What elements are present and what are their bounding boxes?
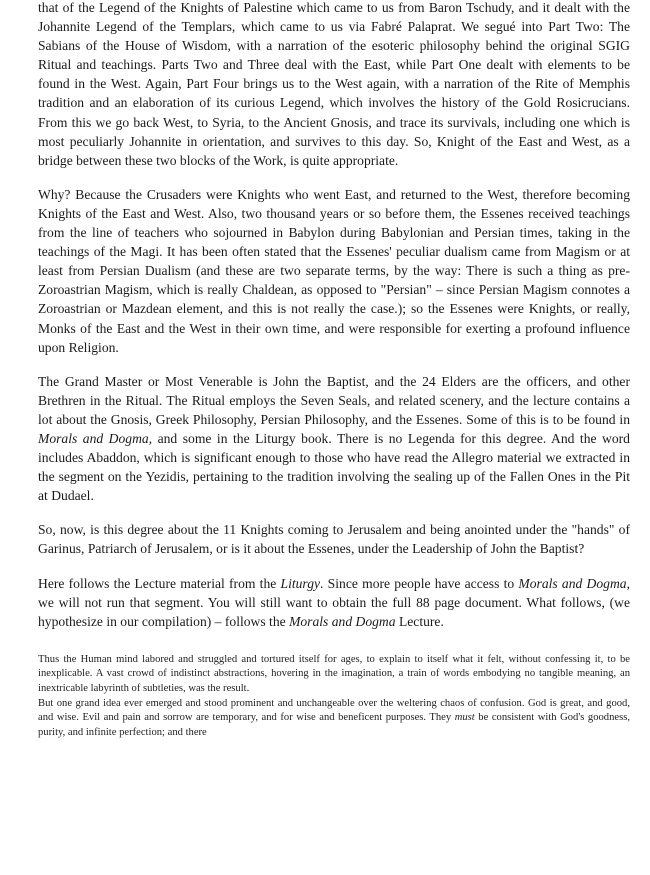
paragraph [38, 0, 630, 170]
italic-title: must [454, 712, 475, 724]
italic-title: Liturgy [280, 575, 321, 591]
lecture-excerpt [38, 653, 630, 741]
paragraph [38, 574, 630, 631]
text-run: Lecture. [395, 613, 444, 629]
text-run: , and some in the Liturgy book. There is no Legenda for this degree. And the word includes Abaddon, which is significant enough to those who have read the Allegro material we extracted in the segment on the Yezidis, pertaining to the tradition involving the sealing up of the Fallen Ones in the Pit at Dudael. [38, 430, 630, 504]
paragraph [38, 520, 630, 558]
text-run: be consistent with God's goodness, purity, and infinite perfection; and there [38, 712, 630, 738]
paragraph [38, 372, 630, 506]
text-run: , we will not run that segment. You will still want to obtain the full 88 page document. What follows, (we hypothesize in our compilation) – follows the [38, 575, 630, 629]
paragraph [38, 185, 630, 357]
text-run: . Since more people have access to [320, 575, 519, 591]
italic-title: Morals and Dogma [518, 575, 627, 591]
italic-title: Morals and Dogma [38, 430, 149, 446]
text-run: Here follows the Lecture material from the [38, 575, 281, 591]
text-run: So, now, is this degree about the 11 Knights coming to Jerusalem and being anointed under the "hands" of Garinus, Patriarch of Jerusalem, or is it about the Essenes, under the Leadership of John the Baptist? [38, 522, 630, 557]
lecture-paragraph [38, 653, 630, 697]
text-run: Why? Because the Crusaders were Knights who went East, and returned to the West, therefore becoming Knights of the East and West. Also, two thousand years or so before them, the Essenes received teachings from the line of teachers who sojourned in Babylon during Babylonian and Persian times, taking in the teachings of the Magi. It has been often stated that the Essenes' peculiar dualism came from Magism or at least from Persian Dualism (and these are two separate terms, by the way: There is such a thing as pre-Zoroastrian Magism, which is really Chaldean, as opposed to "Persian" – since Persian Magism connotes a Zoroastrian or Mazdean element, and this is not really the case.); so the Essenes were Knights, or really, Monks of the East and the West in their own time, and were responsible for exerting a profound influence upon Religion. [38, 186, 630, 355]
main-text [38, 0, 630, 631]
text-run: that of the Legend of the Knights of Palestine which came to us from Baron Tschudy, and it dealt with the Johannite Legend of the Templars, which came to us via Fabré Palaprat. We segué into Part Two: The Sabians of the House of Wisdom, with a narration of the esoteric philosophy behind the original SGIG Ritual and teachings. Parts Two and Three deal with the East, while Part One dealt with elements to be found in the West. Again, Part Four brings us to the West again, with a narration of the Rite of Memphis tradition and an elaboration of its curious Legend, which involves the history of the Gold Rosicrucians. From this we go back West, to Syria, to the Ancient Gnosis, and trace its survivals, including one which is most peculiarly Johannite in orientation, and survives to this day. So, Knight of the East and West, as a bridge between these two blocks of the Work, is quite appropriate. [38, 0, 630, 168]
italic-title: Morals and Dogma [289, 613, 396, 629]
text-run: The Grand Master or Most Venerable is John the Baptist, and the 24 Elders are the officers, and other Brethren in the Ritual. The Ritual employs the Seven Seals, and related scenery, and the lecture contains a lot about the Gnosis, Greek Philosophy, Persian Philosophy, and the Essenes. Some of this is to be found in [38, 373, 630, 427]
text-run: But one grand idea ever emerged and stood prominent and unchangeable over the weltering chaos of confusion. God is great, and good, and wise. Evil and pain and sorrow are temporary, and for wise and beneficent purposes. They [38, 697, 630, 724]
document-page [38, 0, 630, 740]
text-run: Thus the Human mind labored and struggled and tortured itself for ages, to explain to itself what it felt, without confessing it, to be inexplicable. A vast crowd of indistinct abstractions, hovering in the imagination, a train of words embodying no tangible meaning, an inextricable labyrinth of subtleties, was the result. [38, 653, 630, 694]
lecture-paragraph [38, 697, 630, 741]
